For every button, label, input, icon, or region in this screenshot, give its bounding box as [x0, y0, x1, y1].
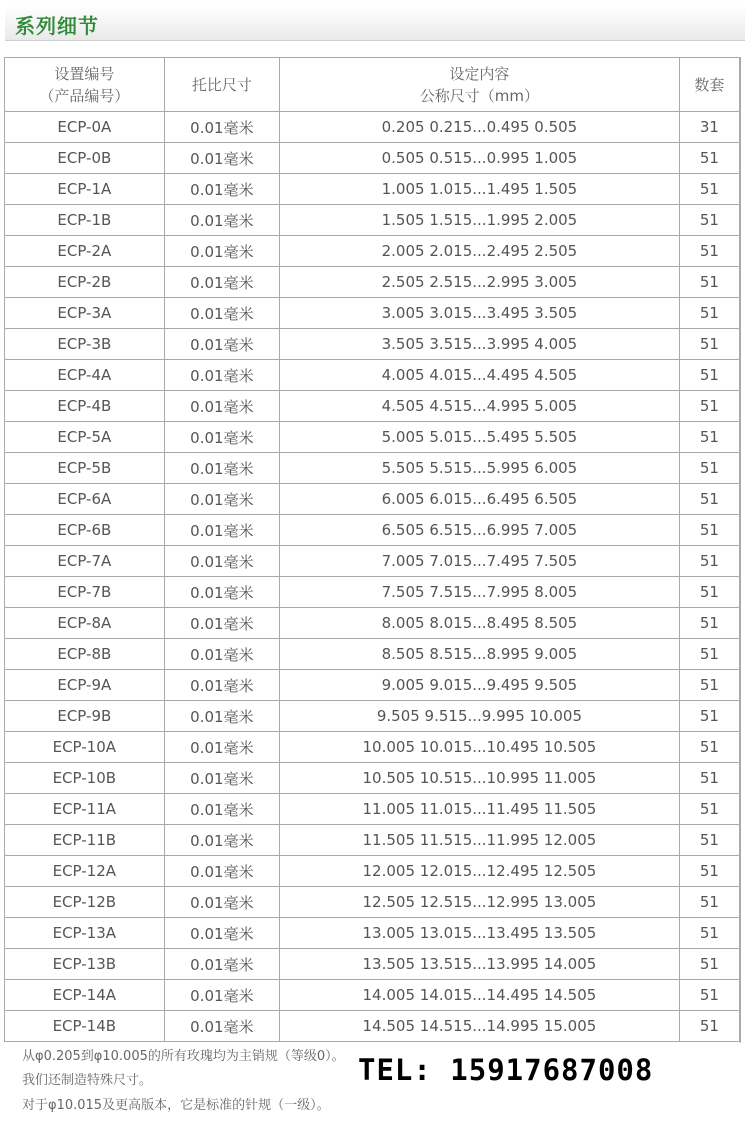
table-row: [5, 391, 740, 422]
cell-step: 0.01毫米: [164, 484, 279, 515]
table-row: [5, 577, 740, 608]
cell-range: 13.505 13.515...13.995 14.005: [280, 949, 680, 980]
cell-step: 0.01毫米: [164, 608, 279, 639]
cell-code: ECP-3B: [5, 329, 165, 360]
cell-code: ECP-2A: [5, 236, 165, 267]
header-count: 数套: [679, 58, 739, 112]
cell-count: 51: [679, 949, 739, 980]
cell-range: 11.505 11.515...11.995 12.005: [280, 825, 680, 856]
cell-count: 51: [679, 422, 739, 453]
cell-count: 51: [679, 577, 739, 608]
tel-contact: TEL: 15917687008: [358, 1053, 654, 1087]
table-row: [5, 236, 740, 267]
cell-count: 51: [679, 856, 739, 887]
cell-range: 7.005 7.015...7.495 7.505: [280, 546, 680, 577]
cell-count: 51: [679, 143, 739, 174]
cell-step: 0.01毫米: [164, 577, 279, 608]
table-row: [5, 174, 740, 205]
table-row: [5, 763, 740, 794]
cell-range: 0.205 0.215...0.495 0.505: [280, 112, 680, 143]
title-bar: [5, 6, 745, 41]
cell-count: 51: [679, 794, 739, 825]
cell-range: 6.505 6.515...6.995 7.005: [280, 515, 680, 546]
cell-step: 0.01毫米: [164, 825, 279, 856]
cell-step: 0.01毫米: [164, 515, 279, 546]
cell-code: ECP-10B: [5, 763, 165, 794]
cell-code: ECP-1A: [5, 174, 165, 205]
cell-step: 0.01毫米: [164, 980, 279, 1011]
header-range-line1: 设定内容: [449, 64, 510, 83]
cell-step: 0.01毫米: [164, 670, 279, 701]
cell-count: 51: [679, 670, 739, 701]
header-step: 托比尺寸: [164, 58, 279, 112]
cell-count: 51: [679, 608, 739, 639]
cell-count: 51: [679, 639, 739, 670]
cell-range: 9.505 9.515...9.995 10.005: [280, 701, 680, 732]
cell-step: 0.01毫米: [164, 918, 279, 949]
cell-range: 3.005 3.015...3.495 3.505: [280, 298, 680, 329]
table-row: [5, 794, 740, 825]
cell-code: ECP-0B: [5, 143, 165, 174]
cell-count: 51: [679, 267, 739, 298]
cell-code: ECP-4A: [5, 360, 165, 391]
cell-code: ECP-9A: [5, 670, 165, 701]
cell-range: 8.505 8.515...8.995 9.005: [280, 639, 680, 670]
cell-range: 6.005 6.015...6.495 6.505: [280, 484, 680, 515]
cell-range: 12.505 12.515...12.995 13.005: [280, 887, 680, 918]
cell-range: 8.005 8.015...8.495 8.505: [280, 608, 680, 639]
cell-code: ECP-4B: [5, 391, 165, 422]
note-line1: 从φ0.205到φ10.005的所有玫瑰均为主销规（等级0）。: [22, 1049, 345, 1064]
cell-code: ECP-8A: [5, 608, 165, 639]
table-row: [5, 949, 740, 980]
cell-range: 5.505 5.515...5.995 6.005: [280, 453, 680, 484]
cell-code: ECP-9B: [5, 701, 165, 732]
cell-code: ECP-11B: [5, 825, 165, 856]
cell-code: ECP-2B: [5, 267, 165, 298]
table-row: [5, 856, 740, 887]
cell-count: 51: [679, 236, 739, 267]
cell-count: 51: [679, 391, 739, 422]
cell-code: ECP-1B: [5, 205, 165, 236]
table-row: [5, 143, 740, 174]
spec-table: [4, 57, 740, 1042]
cell-range: 9.005 9.015...9.495 9.505: [280, 670, 680, 701]
table-row: [5, 732, 740, 763]
cell-code: ECP-12A: [5, 856, 165, 887]
table-row: [5, 980, 740, 1011]
cell-range: 12.005 12.015...12.495 12.505: [280, 856, 680, 887]
cell-count: 51: [679, 701, 739, 732]
table-row: [5, 422, 740, 453]
table-row: [5, 1011, 740, 1042]
cell-count: 51: [679, 174, 739, 205]
cell-range: 4.005 4.015...4.495 4.505: [280, 360, 680, 391]
table-row: [5, 887, 740, 918]
header-code-line2: （产品编号）: [39, 86, 130, 105]
section-title: 系列细节: [15, 14, 99, 38]
cell-count: 51: [679, 825, 739, 856]
cell-count: 51: [679, 298, 739, 329]
cell-step: 0.01毫米: [164, 453, 279, 484]
header-range: [280, 58, 680, 112]
cell-step: 0.01毫米: [164, 360, 279, 391]
cell-step: 0.01毫米: [164, 205, 279, 236]
cell-code: ECP-10A: [5, 732, 165, 763]
cell-code: ECP-0A: [5, 112, 165, 143]
table-row: [5, 608, 740, 639]
cell-step: 0.01毫米: [164, 236, 279, 267]
cell-step: 0.01毫米: [164, 391, 279, 422]
cell-code: ECP-7B: [5, 577, 165, 608]
cell-step: 0.01毫米: [164, 701, 279, 732]
cell-count: 51: [679, 329, 739, 360]
cell-range: 4.505 4.515...4.995 5.005: [280, 391, 680, 422]
header-code: [5, 58, 165, 112]
cell-step: 0.01毫米: [164, 763, 279, 794]
cell-code: ECP-13A: [5, 918, 165, 949]
table-row: [5, 267, 740, 298]
cell-count: 51: [679, 453, 739, 484]
table-row: [5, 329, 740, 360]
cell-step: 0.01毫米: [164, 546, 279, 577]
cell-range: 10.505 10.515...10.995 11.005: [280, 763, 680, 794]
cell-code: ECP-3A: [5, 298, 165, 329]
table-row: [5, 546, 740, 577]
cell-count: 51: [679, 918, 739, 949]
cell-code: ECP-13B: [5, 949, 165, 980]
cell-range: 1.505 1.515...1.995 2.005: [280, 205, 680, 236]
cell-code: ECP-8B: [5, 639, 165, 670]
cell-code: ECP-7A: [5, 546, 165, 577]
cell-range: 13.005 13.015...13.495 13.505: [280, 918, 680, 949]
table-row: [5, 298, 740, 329]
cell-code: ECP-11A: [5, 794, 165, 825]
cell-count: 31: [679, 112, 739, 143]
cell-step: 0.01毫米: [164, 639, 279, 670]
cell-code: ECP-14B: [5, 1011, 165, 1042]
cell-step: 0.01毫米: [164, 949, 279, 980]
cell-range: 14.005 14.015...14.495 14.505: [280, 980, 680, 1011]
cell-count: 51: [679, 1011, 739, 1042]
table-row: [5, 112, 740, 143]
cell-range: 10.005 10.015...10.495 10.505: [280, 732, 680, 763]
cell-step: 0.01毫米: [164, 112, 279, 143]
table-row: [5, 701, 740, 732]
cell-range: 0.505 0.515...0.995 1.005: [280, 143, 680, 174]
table-right-border: [740, 57, 741, 1043]
cell-step: 0.01毫米: [164, 267, 279, 298]
table-body: [5, 112, 740, 1042]
cell-step: 0.01毫米: [164, 174, 279, 205]
cell-code: ECP-6A: [5, 484, 165, 515]
cell-step: 0.01毫米: [164, 856, 279, 887]
cell-step: 0.01毫米: [164, 1011, 279, 1042]
cell-count: 51: [679, 360, 739, 391]
cell-code: ECP-12B: [5, 887, 165, 918]
cell-count: 51: [679, 515, 739, 546]
cell-code: ECP-5A: [5, 422, 165, 453]
cell-range: 2.505 2.515...2.995 3.005: [280, 267, 680, 298]
table-row: [5, 484, 740, 515]
cell-range: 7.505 7.515...7.995 8.005: [280, 577, 680, 608]
cell-step: 0.01毫米: [164, 143, 279, 174]
cell-step: 0.01毫米: [164, 732, 279, 763]
cell-count: 51: [679, 980, 739, 1011]
table-row: [5, 825, 740, 856]
table-row: [5, 453, 740, 484]
cell-count: 51: [679, 732, 739, 763]
table-row: [5, 918, 740, 949]
table-row: [5, 205, 740, 236]
cell-step: 0.01毫米: [164, 422, 279, 453]
cell-count: 51: [679, 205, 739, 236]
cell-range: 2.005 2.015...2.495 2.505: [280, 236, 680, 267]
cell-range: 5.005 5.015...5.495 5.505: [280, 422, 680, 453]
cell-count: 51: [679, 887, 739, 918]
cell-count: 51: [679, 763, 739, 794]
cell-code: ECP-5B: [5, 453, 165, 484]
cell-count: 51: [679, 484, 739, 515]
cell-step: 0.01毫米: [164, 794, 279, 825]
cell-count: 51: [679, 546, 739, 577]
header-code-line1: 设置编号: [54, 64, 115, 83]
cell-range: 1.005 1.015...1.495 1.505: [280, 174, 680, 205]
cell-step: 0.01毫米: [164, 329, 279, 360]
table-header-row: [5, 58, 740, 112]
cell-step: 0.01毫米: [164, 887, 279, 918]
cell-step: 0.01毫米: [164, 298, 279, 329]
table-row: [5, 639, 740, 670]
table-row: [5, 670, 740, 701]
table-row: [5, 515, 740, 546]
cell-code: ECP-14A: [5, 980, 165, 1011]
cell-range: 14.505 14.515...14.995 15.005: [280, 1011, 680, 1042]
header-range-line2: 公称尺寸（mm）: [419, 86, 540, 105]
note-line2: 我们还制造特殊尺寸。: [22, 1073, 153, 1088]
table-row: [5, 360, 740, 391]
cell-range: 3.505 3.515...3.995 4.005: [280, 329, 680, 360]
cell-range: 11.005 11.015...11.495 11.505: [280, 794, 680, 825]
cell-code: ECP-6B: [5, 515, 165, 546]
note-line3: 对于φ10.015及更高版本，它是标准的针规（一级）。: [22, 1098, 330, 1113]
